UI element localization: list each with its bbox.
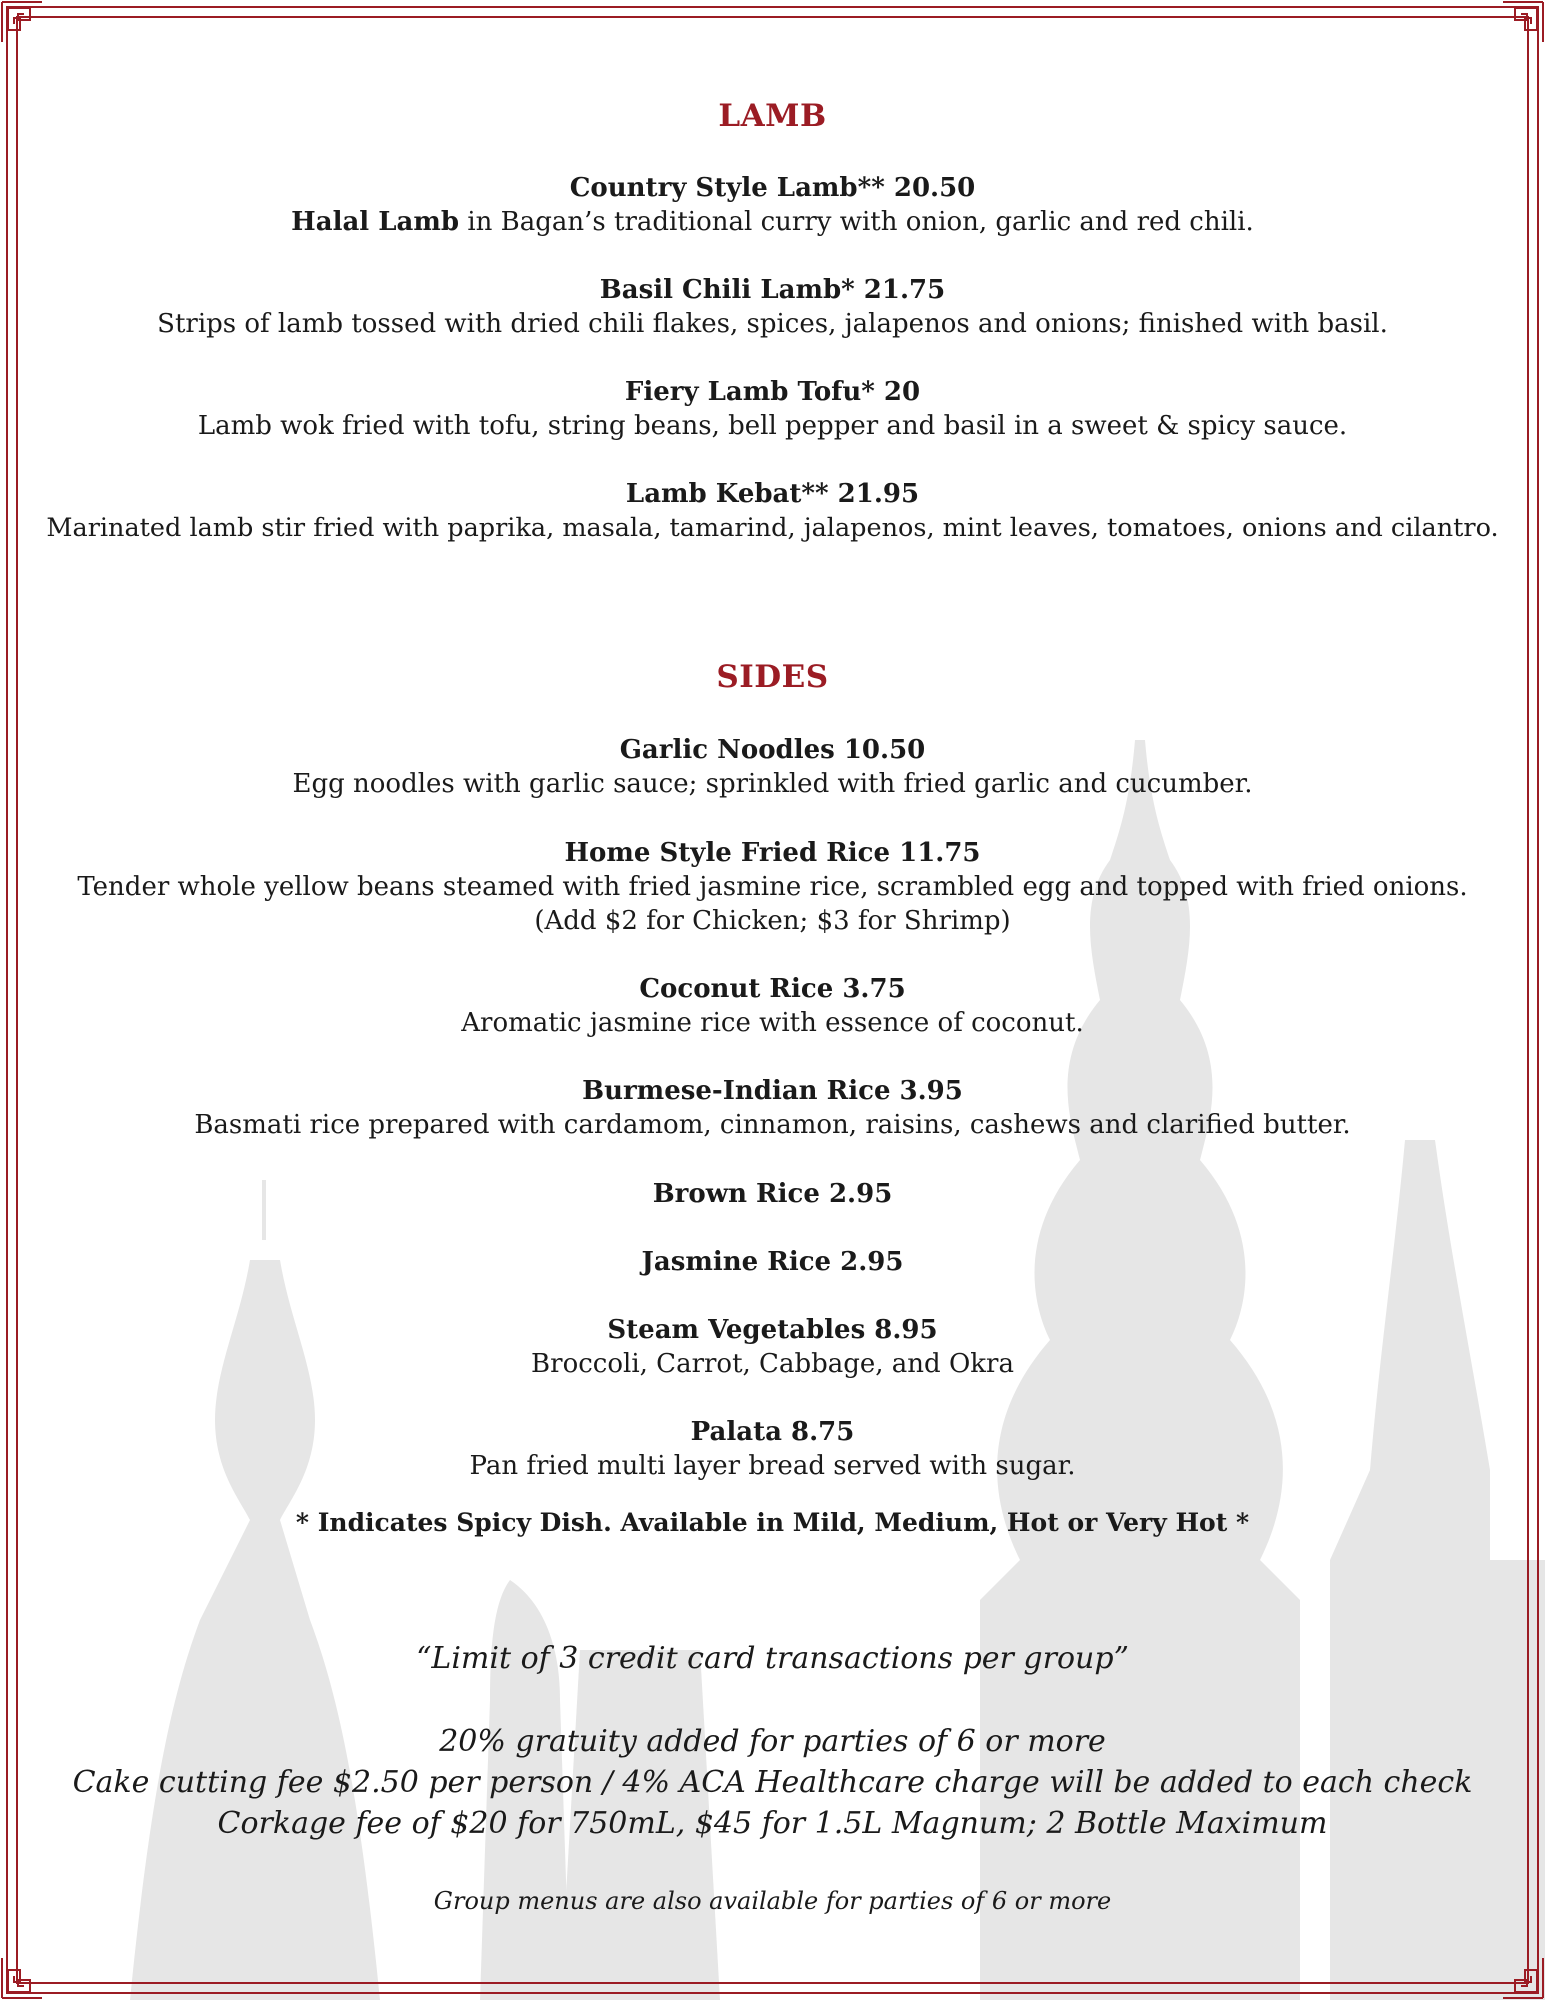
menu-item — [0, 1245, 1545, 1279]
menu-item — [0, 375, 1545, 443]
menu-item — [0, 836, 1545, 938]
item-name: Palata 8.75 — [690, 1417, 855, 1447]
cake-fee-note: Cake cutting fee $2.50 per person / 4% ACA Healthcare charge will be added to each check — [72, 1765, 1473, 1800]
lamb-section-title: LAMB — [718, 98, 827, 134]
sides-section-title: SIDES — [716, 659, 829, 695]
item-name: Burmese-Indian Rice 3.95 — [582, 1076, 963, 1106]
item-desc: Strips of lamb tossed with dried chili flakes, spices, jalapenos and onions; finished with basil. — [157, 309, 1388, 339]
menu-item — [0, 273, 1545, 341]
item-desc: Broccoli, Carrot, Cabbage, and Okra — [531, 1349, 1014, 1379]
item-desc: Aromatic jasmine rice with essence of coconut. — [461, 1008, 1084, 1038]
item-name: Lamb Kebat** 21.95 — [625, 479, 920, 509]
corner-ornament-bottom-left — [0, 1956, 44, 2000]
item-desc-addon: (Add $2 for Chicken; $3 for Shrimp) — [534, 906, 1011, 936]
corner-ornament-bottom-right — [1501, 1956, 1545, 2000]
item-desc: Tender whole yellow beans steamed with fried jasmine rice, scrambled egg and topped with fried onions. — [77, 872, 1468, 902]
item-desc-bold: Halal Lamb — [291, 207, 460, 237]
item-name: Home Style Fried Rice 11.75 — [564, 838, 981, 868]
item-desc: Lamb wok fried with tofu, string beans, bell pepper and basil in a sweet & spicy sauce. — [197, 411, 1348, 441]
item-desc: Egg noodles with garlic sauce; sprinkled with fried garlic and cucumber. — [292, 769, 1253, 799]
item-name: Basil Chili Lamb* 21.75 — [599, 275, 946, 305]
item-name: Brown Rice 2.95 — [652, 1179, 893, 1209]
item-name: Coconut Rice 3.75 — [639, 974, 906, 1004]
menu-item — [0, 1177, 1545, 1211]
item-name: Steam Vegetables 8.95 — [607, 1315, 938, 1345]
menu-item — [0, 1313, 1545, 1381]
item-desc: Marinated lamb stir fried with paprika, masala, tamarind, jalapenos, mint leaves, tomatoes, onions and cilantro. — [46, 513, 1499, 543]
gratuity-note: 20% gratuity added for parties of 6 or more — [439, 1724, 1106, 1759]
menu-item — [0, 1415, 1545, 1483]
item-name: Fiery Lamb Tofu* 20 — [624, 377, 921, 407]
credit-limit-note: “Limit of 3 credit card transactions per group” — [416, 1641, 1129, 1676]
menu-item — [0, 477, 1545, 545]
item-desc: Basmati rice prepared with cardamom, cinnamon, raisins, cashews and clarified butter. — [194, 1110, 1351, 1140]
corner-ornament-top-left — [0, 0, 44, 44]
item-name: Jasmine Rice 2.95 — [641, 1247, 904, 1277]
item-name: Garlic Noodles 10.50 — [619, 735, 926, 765]
menu-item — [0, 733, 1545, 801]
item-desc: Pan fried multi layer bread served with sugar. — [469, 1451, 1076, 1481]
menu-item — [0, 1074, 1545, 1142]
menu-item — [0, 972, 1545, 1040]
item-desc — [0, 205, 1545, 239]
corner-ornament-top-right — [1501, 0, 1545, 44]
spicy-note: * Indicates Spicy Dish. Available in Mild, Medium, Hot or Very Hot * — [295, 1508, 1250, 1537]
item-name: Country Style Lamb** 20.50 — [569, 173, 976, 203]
menu-item — [0, 171, 1545, 239]
corkage-note: Corkage fee of $20 for 750mL, $45 for 1.5L Magnum; 2 Bottle Maximum — [217, 1806, 1328, 1841]
item-desc-text: in Bagan’s traditional curry with onion, garlic and red chili. — [459, 207, 1254, 237]
group-menus-note: Group menus are also available for parties of 6 or more — [433, 1887, 1112, 1915]
